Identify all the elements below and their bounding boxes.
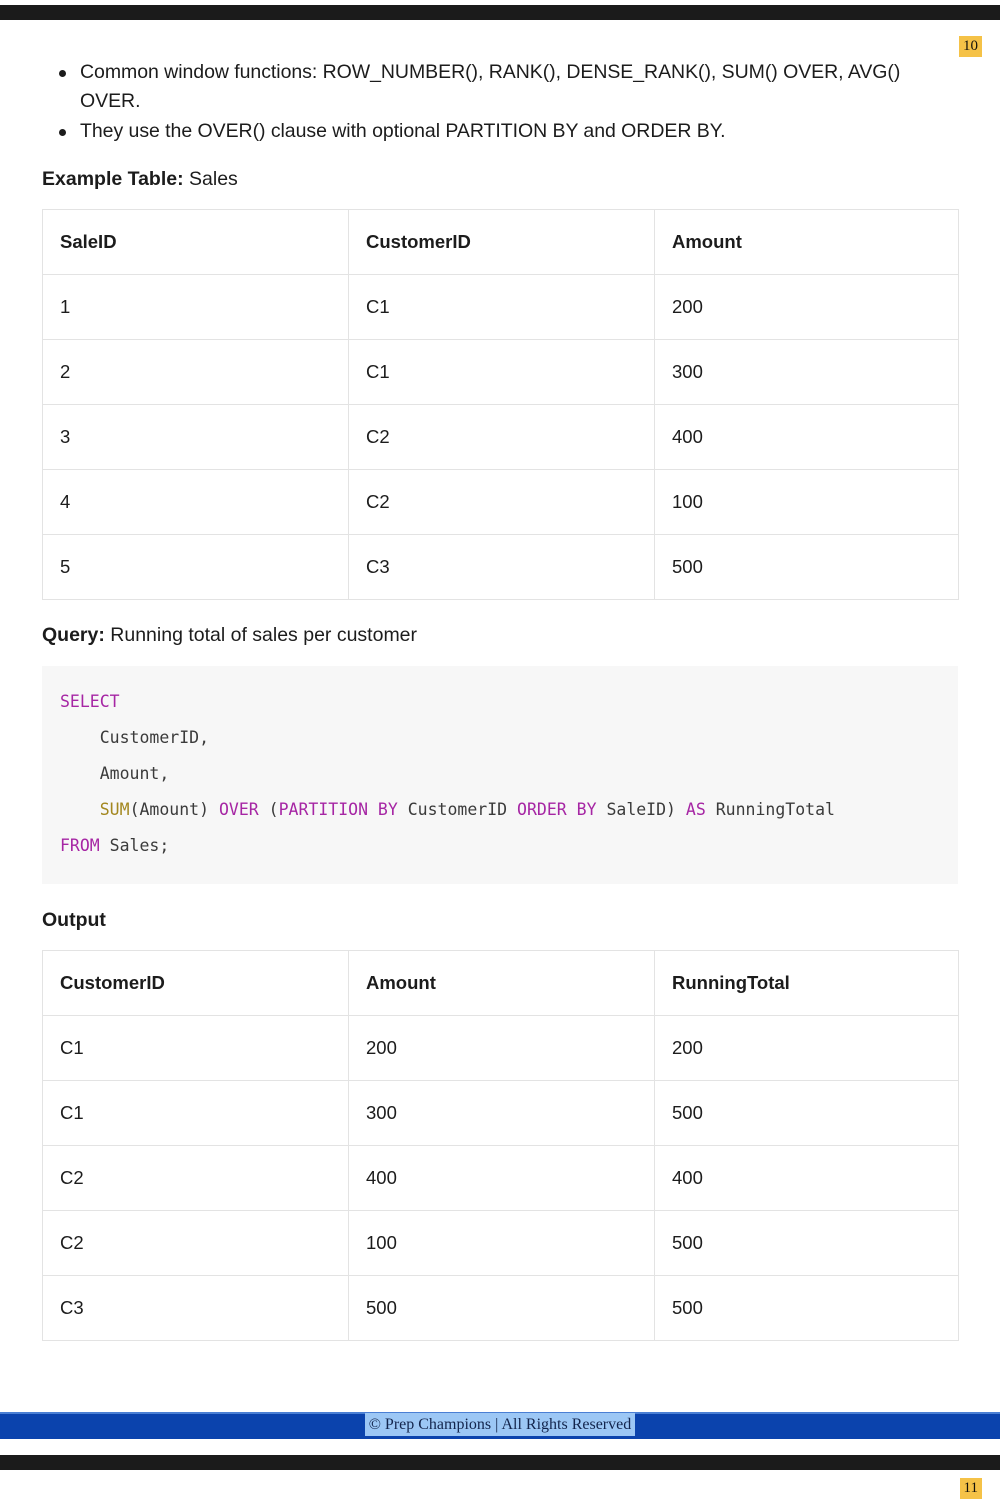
cell-customerid: C2: [43, 1145, 349, 1210]
query-caption: [42, 622, 958, 648]
cell-amount: 300: [349, 1080, 655, 1145]
column-header-customerid: CustomerID: [43, 950, 349, 1015]
table-row: [43, 1275, 959, 1340]
table-header-row: [43, 209, 959, 274]
cell-runningtotal: 500: [655, 1080, 959, 1145]
cell-customerid: C1: [43, 1015, 349, 1080]
list-item: Common window functions: ROW_NUMBER(), RANK(), DENSE_RANK(), SUM() OVER, AVG() OVER.: [80, 58, 958, 115]
cell-saleid: 4: [43, 469, 349, 534]
page-number-badge-top: 10: [959, 36, 982, 57]
footer-text-container: [0, 1412, 1000, 1437]
cell-amount: 400: [655, 404, 959, 469]
list-item: They use the OVER() clause with optional PARTITION BY and ORDER BY.: [80, 117, 958, 146]
page-bottom-rule: [0, 1455, 1000, 1470]
cell-runningtotal: 500: [655, 1275, 959, 1340]
cell-amount: 400: [349, 1145, 655, 1210]
table-row: [43, 1145, 959, 1210]
table-row: [43, 1210, 959, 1275]
cell-customerid: C2: [43, 1210, 349, 1275]
cell-amount: 200: [349, 1015, 655, 1080]
cell-amount: 200: [655, 274, 959, 339]
example-table-name: Sales: [183, 167, 238, 190]
sql-code: SELECT CustomerID, Amount, SUM(Amount) OVER (PARTITION BY CustomerID ORDER BY SaleID) AS RunningTotal FROM Sales;: [60, 691, 835, 855]
table-row: [43, 469, 959, 534]
example-table-caption: [42, 166, 958, 192]
cell-customerid: C2: [349, 469, 655, 534]
cell-saleid: 2: [43, 339, 349, 404]
cell-runningtotal: 200: [655, 1015, 959, 1080]
cell-amount: 500: [349, 1275, 655, 1340]
sql-code-block: [42, 666, 958, 884]
cell-amount: 100: [655, 469, 959, 534]
column-header-amount: Amount: [655, 209, 959, 274]
cell-saleid: 5: [43, 534, 349, 599]
table-row: [43, 534, 959, 599]
sales-table: [42, 209, 959, 600]
query-description: Running total of sales per customer: [104, 623, 418, 646]
cell-customerid: C3: [349, 534, 655, 599]
window-functions-bullet-list: [42, 58, 958, 146]
output-heading: Output: [42, 908, 106, 931]
cell-customerid: C1: [349, 339, 655, 404]
column-header-runningtotal: RunningTotal: [655, 950, 959, 1015]
table-row: [43, 1080, 959, 1145]
table-row: [43, 339, 959, 404]
copyright-notice: © Prep Champions | All Rights Reserved: [365, 1413, 635, 1436]
cell-customerid: C2: [349, 404, 655, 469]
cell-amount: 100: [349, 1210, 655, 1275]
cell-customerid: C3: [43, 1275, 349, 1340]
table-row: [43, 1015, 959, 1080]
cell-runningtotal: 400: [655, 1145, 959, 1210]
cell-customerid: C1: [349, 274, 655, 339]
cell-customerid: C1: [43, 1080, 349, 1145]
example-table-label: Example Table:: [42, 167, 184, 190]
cell-amount: 300: [655, 339, 959, 404]
page-content: [42, 58, 958, 1341]
table-header-row: [43, 950, 959, 1015]
table-row: [43, 274, 959, 339]
cell-runningtotal: 500: [655, 1210, 959, 1275]
table-row: [43, 404, 959, 469]
page-number-badge-bottom: 11: [960, 1478, 982, 1499]
cell-saleid: 1: [43, 274, 349, 339]
column-header-customerid: CustomerID: [349, 209, 655, 274]
page-top-rule: [0, 5, 1000, 20]
query-label: Query:: [42, 623, 105, 646]
cell-saleid: 3: [43, 404, 349, 469]
column-header-saleid: SaleID: [43, 209, 349, 274]
cell-amount: 500: [655, 534, 959, 599]
output-table: [42, 950, 959, 1341]
column-header-amount: Amount: [349, 950, 655, 1015]
